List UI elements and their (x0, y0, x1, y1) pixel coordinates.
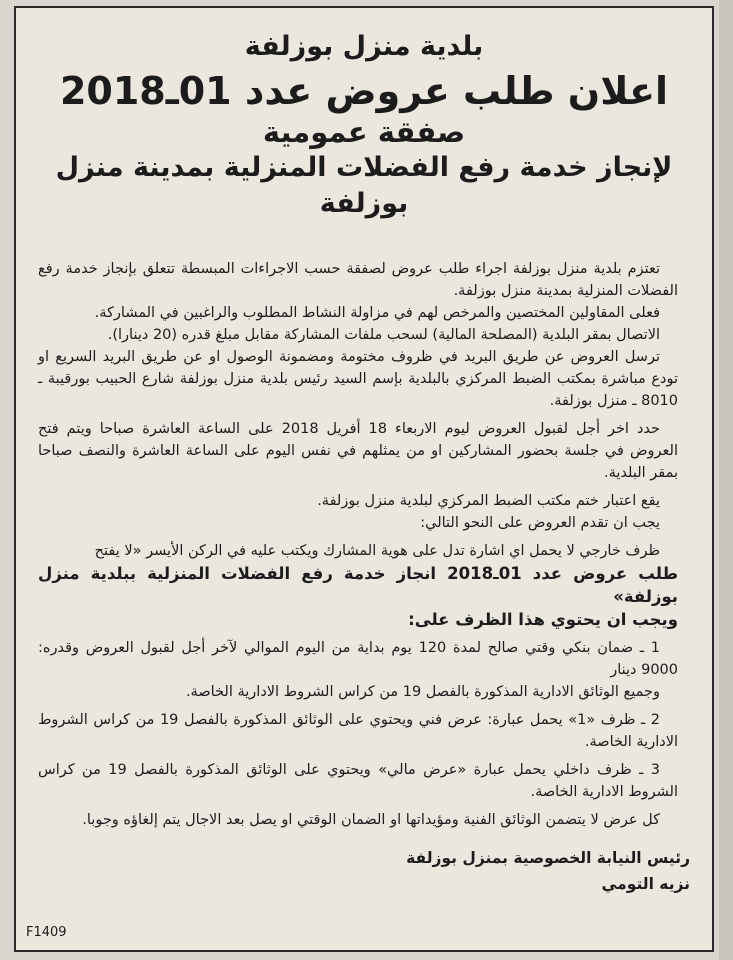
signature-name: نزيه التومي (601, 875, 690, 893)
list-item-guarantee: 1 ـ ضمان بنكي وقتي صالح لمدة 120 يوم بداية من اليوم الموالي لآخر أجل لقبول العروض وقدره: 9000 دينار (38, 640, 678, 678)
paragraph-outer-envelope: ظرف خارجي لا يحمل اي اشارة تدل على هوية المشارك ويكتب عليه في الركن الأيسر «لا يفتح (94, 543, 660, 559)
announcement-title: اعلان طلب عروض عدد 01ـ2018 (59, 69, 669, 113)
reference-code: F1409 (26, 925, 67, 940)
page-edge-strip (719, 0, 733, 960)
paragraph-envelope-label: طلب عروض عدد 01ـ2018 انجاز خدمة رفع الفضلات المنزلية ببلدية منزل بوزلفة» (38, 564, 678, 606)
notice-body (38, 258, 690, 831)
paragraph-stamp: يقع اعتبار ختم مكتب الضبط المركزي لبلدية منزل بوزلفة. (317, 493, 660, 509)
deal-type-heading: صفقة عمومية (262, 115, 466, 149)
paragraph-deadline: حدد اخر أجل لقبول العروض ليوم الاربعاء 18 أفريل 2018 على الساعة العاشرة صباحا ويتم فتح العروض في جلسة بحضور المشاركين او من يمثلهم في نفس اليوم على الساعة العاشرة والنصف صباحا بمقر البلدية. (38, 421, 678, 481)
paragraph-intro: تعتزم بلدية منزل بوزلفة اجراء طلب عروض لصفقة حسب الاجراءات المبسطة تتعلق بإنجاز خدمة رفع الفضلات المنزلية بمدينة منزل بوزلفة. (38, 261, 678, 299)
paragraph-contractors: فعلى المقاولين المختصين والمرخص لهم في مزاولة النشاط المطلوب والراغبين في المشاركة. (94, 305, 660, 321)
municipality-heading: بلدية منزل بوزلفة (244, 31, 484, 62)
paragraph-contact: الاتصال بمقر البلدية (المصلحة المالية) لسحب ملفات المشاركة مقابل مبلغ قدره (20 دينارا). (107, 327, 660, 343)
paragraph-closing: كل عرض لا يتضمن الوثائق الفنية ومؤيداتها او الضمان الوقتي او يصل بعد الاجال يتم إلغاؤه وجوبا. (82, 812, 660, 828)
list-item-financial-offer: 3 ـ ظرف داخلي يحمل عبارة «عرض مالي» ويحتوي على الوثائق المذكورة بالفصل 19 من كراس الشروط الادارية الخاصة. (38, 762, 678, 800)
notice-page (14, 6, 714, 952)
paragraph-submission: ترسل العروض عن طريق البريد في ظروف مختومة ومضمونة الوصول او عن طريق البريد السريع او تودع مباشرة بمكتب الضبط المركزي بالبلدية بإسم السيد رئيس بلدية منزل بوزلفة شارع الحبيب بورقيبة ـ 8010 ـ منزل بوزلفة. (38, 349, 678, 409)
signature-block (38, 845, 690, 897)
paragraph-format: يجب ان تقدم العروض على النحو التالي: (420, 515, 660, 531)
paragraph-envelope-contents: ويجب ان يحتوي هذا الظرف على: (408, 610, 678, 629)
signature-title: رئيس النيابة الخصوصية بمنزل بوزلفة (406, 849, 690, 867)
list-item-technical-offer: 2 ـ ظرف «1» يحمل عبارة: عرض فني ويحتوي على الوثائق المذكورة بالفصل 19 من كراس الشروط الادارية الخاصة. (38, 712, 678, 750)
list-item-admin-docs: وجميع الوثائق الادارية المذكورة بالفصل 19 من كراس الشروط الادارية الخاصة. (185, 684, 660, 700)
subject-heading: لإنجاز خدمة رفع الفضلات المنزلية بمدينة منزل بوزلفة (55, 152, 673, 219)
